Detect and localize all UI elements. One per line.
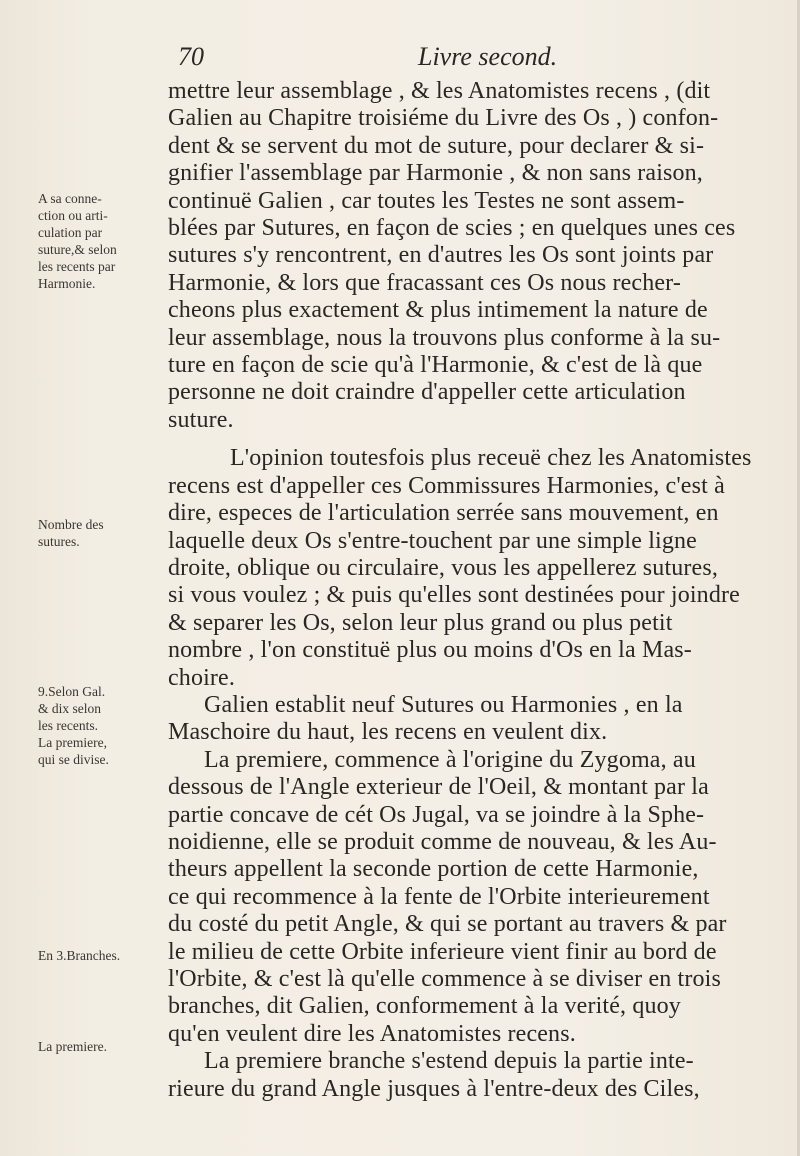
text-line: laquelle deux Os s'entre-touchent par une simple ligne [168, 527, 697, 554]
text-line: Maschoire du haut, les recens en veulent dix. [168, 719, 608, 746]
margin-note-line: les recents. [38, 718, 98, 733]
running-title: Livre second. [418, 42, 558, 71]
text-line: continuë Galien , car toutes les Testes ne sont assem- [168, 187, 685, 214]
text-line: le milieu de cette Orbite inferieure vient finir au bord de [168, 938, 717, 965]
text-line: Harmonie, & lors que fracassant ces Os nous recher- [168, 269, 681, 296]
text-line: & separer les Os, selon leur plus grand ou plus petit [168, 609, 673, 636]
text-line: suture. [168, 406, 234, 433]
text-line: droite, oblique ou circulaire, vous les appellerez sutures, [168, 554, 718, 581]
margin-note-line: Nombre des [38, 517, 104, 532]
text-line: mettre leur assemblage , & les Anatomistes recens , (dit [168, 78, 711, 104]
text-line: dessous de l'Angle exterieur de l'Oeil, & montant par la [168, 774, 709, 801]
text-line: si vous voulez ; & puis qu'elles sont destinées pour joindre [168, 582, 740, 609]
text-line: theurs appellent la seconde portion de cette Harmonie, [168, 856, 699, 883]
text-line: choire. [168, 664, 236, 691]
text-line: dent & se servent du mot de suture, pour declarer & si- [168, 132, 705, 159]
margin-note-line: sutures. [38, 534, 80, 549]
margin-note-neuf-sutures [38, 683, 168, 768]
text-line: personne ne doit craindre d'appeller cette articulation [168, 379, 686, 406]
text-line: l'Orbite, & c'est là qu'elle commence à se diviser en trois [168, 966, 721, 992]
margin-note-line: En 3.Branches. [38, 948, 121, 963]
margin-note-nombre [38, 516, 168, 550]
text-line: cheons plus exactement & plus intimement la nature de [168, 297, 708, 324]
margin-note-line: 9.Selon Gal. [38, 684, 106, 699]
text-line: qu'en veulent dire les Anatomistes recens. [168, 1020, 576, 1047]
margin-note-line: Harmonie. [38, 276, 96, 291]
page-number: 70 [178, 42, 204, 71]
margin-note-line: La premiere, [38, 735, 107, 750]
text-line: noidienne, elle se produit comme de nouveau, & les Au- [168, 828, 717, 855]
text-line: branches, dit Galien, conformement à la verité, quoy [168, 993, 681, 1020]
margin-note-line: & dix selon [38, 701, 101, 716]
page-header [178, 42, 588, 82]
text-line: gnifier l'assemblage par Harmonie , & non sans raison, [168, 160, 703, 187]
text-line: La premiere branche s'estend depuis la partie inte- [204, 1048, 694, 1075]
margin-note-line: les recents par [38, 259, 116, 274]
margin-note-line: ction ou arti- [38, 208, 108, 223]
text-line: ce qui recommence à la fente de l'Orbite interieurement [168, 883, 710, 910]
margin-note-premiere [38, 1038, 168, 1055]
margin-note-line: qui se divise. [38, 752, 109, 767]
text-line: L'opinion toutesfois plus receuë chez les Anatomistes [230, 445, 752, 472]
text-line: recens est d'appeller ces Commissures Harmonies, c'est à [168, 472, 725, 499]
text-line: dire, especes de l'articulation serrée sans mouvement, en [168, 500, 719, 527]
margin-note-line: culation par [38, 225, 103, 240]
margin-note-branches [38, 947, 168, 964]
text-line: blées par Sutures, en façon de scies ; en quelques unes ces [168, 215, 736, 242]
text-line: nombre , l'on constituë plus ou moins d'Os en la Mas- [168, 637, 692, 664]
margin-note-line: A sa conne- [38, 191, 102, 206]
margin-note-line: La premiere. [38, 1039, 107, 1054]
margin-note-articulation [38, 190, 168, 292]
text-line: Galien au Chapitre troisiéme du Livre des Os , ) confon- [168, 105, 719, 132]
text-line: partie concave de cét Os Jugal, va se joindre à la Sphe- [168, 801, 705, 828]
text-line: ture en façon de scie qu'à l'Harmonie, & c'est de là que [168, 352, 703, 379]
text-line: du costé du petit Angle, & qui se portant au travers & par [168, 911, 727, 938]
body-text [168, 78, 768, 1103]
text-line: rieure du grand Angle jusques à l'entre-deux des Ciles, [168, 1075, 700, 1102]
text-line: sutures s'y rencontrent, en d'autres les Os sont joints par [168, 242, 714, 269]
text-line: La premiere, commence à l'origine du Zygoma, au [204, 746, 696, 773]
margin-note-line: suture,& selon [38, 242, 117, 257]
text-line: Galien establit neuf Sutures ou Harmonies , en la [204, 691, 683, 718]
text-line: leur assemblage, nous la trouvons plus conforme à la su- [168, 324, 721, 351]
